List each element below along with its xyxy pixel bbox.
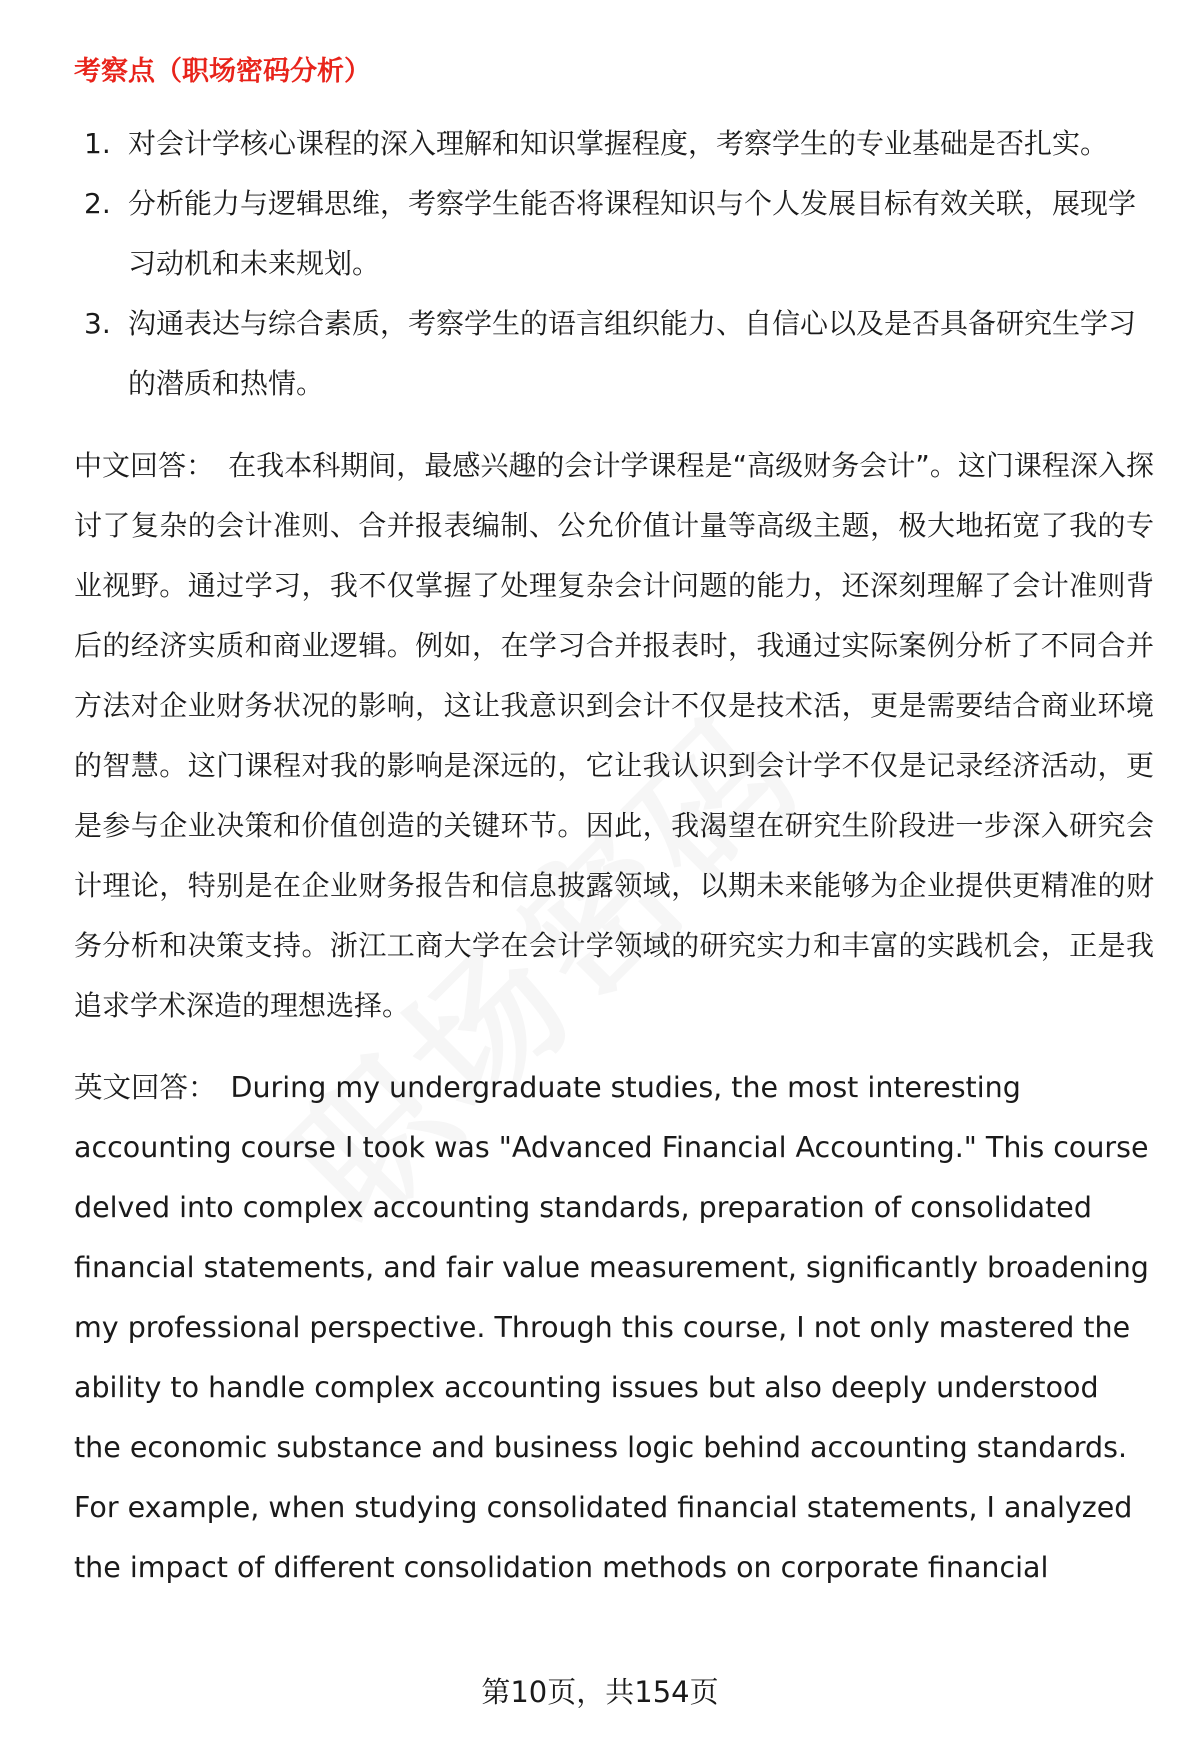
list-item-number: 3.: [84, 307, 111, 340]
section-title: 考察点（职场密码分析）: [74, 56, 371, 87]
chinese-answer-text: 在我本科期间，最感兴趣的会计学课程是“高级财务会计”。这门课程深入探讨了复杂的会计准则、合并报表编制、公允价值计量等高级主题，极大地拓宽了我的专业视野。通过学习，我不仅掌握了处理复杂会计问题的能力，还深刻理解了会计准则背后的经济实质和商业逻辑。例如，在学习合并报表时，我通过实际案例分析了不同合并方法对企业财务状况的影响，这让我意识到会计不仅是技术活，更是需要结合商业环境的智慧。这门课程对我的影响是深远的，它让我认识到会计学不仅是记录经济活动，更是参与企业决策和价值创造的关键环节。因此，我渴望在研究生阶段进一步深入研究会计理论，特别是在企业财务报告和信息披露领域，以期未来能够为企业提供更精准的财务分析和决策支持。浙江工商大学在会计学领域的研究实力和丰富的实践机会，正是我追求学术深造的理想选择。: [74, 449, 1154, 1022]
list-item: [74, 174, 1154, 294]
assessment-points-list: [74, 114, 1154, 414]
list-item-text: 对会计学核心课程的深入理解和知识掌握程度，考察学生的专业基础是否扎实。: [128, 127, 1109, 160]
page-number-footer: 第10页，共154页: [481, 1675, 719, 1709]
chinese-answer-label: 中文回答：: [74, 449, 215, 482]
english-answer: [74, 1058, 1154, 1598]
list-item: [74, 294, 1154, 414]
english-answer-text: During my undergraduate studies, the most interesting accounting course I took was "Advanced Financial Accounting." This course delved into complex accounting standards, preparation of consolidated financial statements, and fair value measurement, significantly broadening my professional perspective. Through this course, I not only mastered the ability to handle complex accounting issues but also deeply understood the economic substance and business logic behind accounting standards. For example, when studying consolidated financial statements, I analyzed the impact of different consolidation methods on corporate financial: [74, 1071, 1149, 1584]
page-content: [74, 52, 1154, 1598]
chinese-answer: [74, 436, 1154, 1036]
list-item-text: 沟通表达与综合素质，考察学生的语言组织能力、自信心以及是否具备研究生学习的潜质和热情。: [128, 307, 1137, 400]
list-item-number: 1.: [84, 127, 111, 160]
english-answer-label: 英文回答：: [74, 1071, 217, 1104]
list-item-number: 2.: [84, 187, 111, 220]
list-item-text: 分析能力与逻辑思维，考察学生能否将课程知识与个人发展目标有效关联，展现学习动机和未来规划。: [128, 187, 1137, 280]
list-item: [74, 114, 1154, 174]
